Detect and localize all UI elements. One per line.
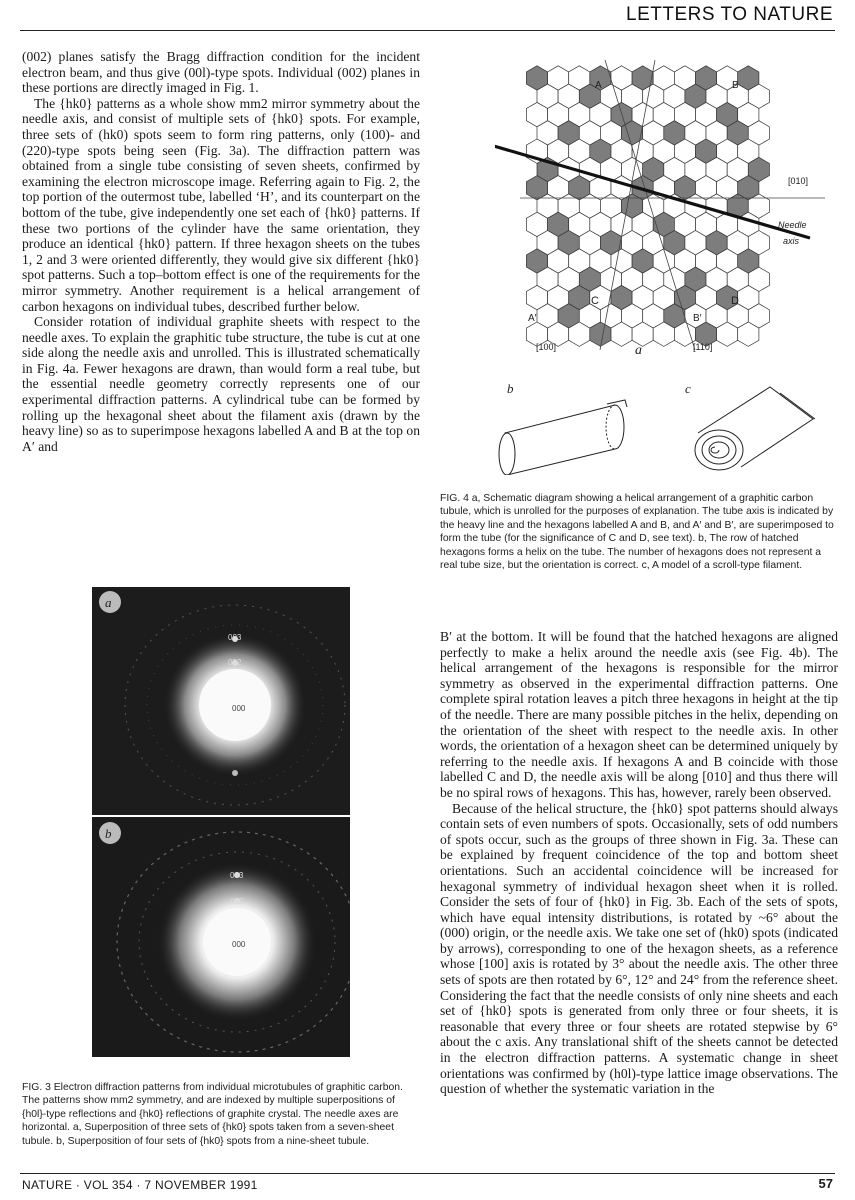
spot-label-000: 000 [232, 704, 246, 713]
figure-3a-diffraction [92, 587, 350, 815]
hex-label-c: C [591, 295, 599, 307]
paragraph: The {hk0} patterns as a whole show mm2 mirror symmetry about the needle axis, and consist of multiple sets of {hk0} spots. For example, three sets of (hk0) spots seem to form ring patterns, only (100)- and (220)-type spots being seen (Fig. 3a). The diffraction pattern was obtained from a single tube consisting of seven sheets, confirmed by examining the electron microscope image. Referring again to Fig. 2, the top portion of the outermost tube, labelled ‘H’, and its counterpart on the bottom of the tube, give independently one set each of {hk0} patterns. If these two portions of the cylinder have the same orientation, they produce an identical {hk0} pattern. If three hexagon sheets on the tubes 1, 2 and 3 were oriented differently, they would give six different {hk0} spot patterns. Such a top–bottom effect is one of the requirements for the mirror symmetry. Another requirement is a helical arrangement of carbon hexagons on individual tubes, described further below. [22, 95, 420, 314]
hex-label-a-prime: A′ [528, 313, 537, 324]
hex-label-d: D [731, 295, 739, 307]
footer-rule [20, 1173, 835, 1174]
spot-label-000: 000 [232, 940, 246, 949]
left-column [22, 49, 420, 454]
spot-label-002: 002 [228, 658, 242, 667]
page-footer [22, 1176, 833, 1196]
label-axis: axis [783, 236, 800, 246]
paragraph: (002) planes satisfy the Bragg diffraction condition for the incident electron beam, and thus give (00l)-type spots. Individual (002) planes in these portions are directly imaged in Fig. 1. [22, 49, 420, 96]
panel-label-a: a [635, 343, 642, 358]
label-needle: Needle [778, 220, 807, 230]
header-rule [20, 30, 835, 31]
scroll-diagram [695, 387, 815, 470]
figure-3b-diffraction [92, 817, 350, 1057]
journal-info: NATURE · VOL 354 · 7 NOVEMBER 1991 [22, 1178, 258, 1192]
section-title: LETTERS TO NATURE [626, 4, 833, 25]
tube-diagram [499, 400, 627, 475]
spot-label-003: 003 [230, 871, 244, 880]
paragraph: B′ at the bottom. It will be found that the hatched hexagons are aligned perfectly to make a helix around the needle axis (see Fig. 4b). The helical arrangement of the hexagons is responsible for the mirror symmetry as observed in the experimental diffraction patterns. One complete spiral rotation leaves a pitch three hexagons in height at the tip of the needle. There are many possible pitches in the helix, depending on the orientation of the sheet with respect to the needle axis. In other words, the orientation of a hexagon sheet can be determined uniquely by referring to the needle axis. If hexagons A and B coincide with those labelled C and D, the needle axis will be along [010] and thus there will be no spiral rows of hexagons. This has, however, rarely been observed. [440, 629, 838, 800]
paragraph: Because of the helical structure, the {hk0} spot patterns should always contain sets of even numbers of spots. Occasionally, sets of odd numbers of spots occur, such as the groups of three shown in Fig. 3a. These can be explained by frequent coincidence of the top and bottom sheet orientations. Such an accidental coincidence will be increased for hexagonal symmetry of individual hexagon sheet when it is rolled. Consider the sets of four of {hk0} in Fig. 3b. Each of the sets of spots, which have equal intensity distributions, is rotated by ~6° about the (000) origin, or the needle axis. We take one set of (hk0) spots (indicated by arrows), corresponding to one of the hexagon sheets, as a reference whose [100] axis is rotated by 3° about the needle axis. The other three sets of spots are then rotated by 6°, 12° and 24° from the reference sheet. Considering the fact that the needle consists of only nine sheets and each set of {hk0} spots is generated from only three or four sheets, it is reasonable that every three or four sheets are rotated stepwise by 6° about the c axis. Any translational shift of the sheets cannot be detected in the electron diffraction patterns. A systematic change in sheet orientations was confirmed by (h0l)-type lattice image observations. The question of whether the systematic variation in the [440, 800, 838, 1097]
hex-label-b-prime: B′ [693, 313, 702, 324]
spot-label-002: 002 [230, 897, 244, 906]
page-header [0, 0, 855, 30]
label-100: [100] [536, 342, 557, 352]
label-010: [010] [788, 176, 809, 186]
right-column [440, 629, 838, 1097]
paragraph: Consider rotation of individual graphite sheets with respect to the needle axes. To explain the graphitic tube structure, the tube is cut at one side along the needle axis and unrolled. This is illustrated schematically in Fig. 4a. Fewer hexagons are drawn, than would form a real tube, but the essential needle geometry correctly represents one of our experimental diffraction patterns. A cylindrical tube can be formed by rolling up the hexagonal sheet about the filament axis (drawn by the heavy line) so as to superimpose hexagons labelled A and B at the top on A′ and [22, 314, 420, 454]
panel-label-3a: a [105, 595, 112, 610]
figure-4a-hexagon-lattice [495, 60, 830, 360]
panel-label-c: c [685, 381, 691, 396]
label-110: [110] [693, 342, 713, 352]
hex-label-b: B [732, 80, 739, 91]
spot-label-003: 003 [228, 633, 242, 642]
figure-4-caption: FIG. 4 a, Schematic diagram showing a helical arrangement of a graphitic carbon tubule, which is unrolled for the purposes of explanation. The tube axis is indicated by the heavy line and the hexagons labelled A and B, and A′ and B′, are superimposed to form the tube (for the significance of C and D, see text). b, The row of hatched hexagons forms a helix on the tube. The number of hexagons does not represent a real tube size, but the orientation is correct. c, A model of a scroll-type filament. [440, 493, 834, 572]
hex-label-a: A [595, 80, 602, 91]
panel-label-b: b [507, 381, 514, 396]
page-number: 57 [818, 1176, 833, 1191]
figure-4bc [495, 375, 830, 475]
figure-3-caption: FIG. 3 Electron diffraction patterns from individual microtubules of graphitic carbon. The patterns show mm2 symmetry, and are indexed by multiple superpositions of {h0l}-type reflections and {hk0} reflections of graphite crystal. The needle axes are horizontal. a, Superposition of three sets of {hk0} spots taken from a seven-sheet tubule. b, Superposition of four sets of {hk0} spots from a nine-sheet tubule. [22, 1082, 403, 1147]
panel-label-3b: b [105, 826, 112, 841]
